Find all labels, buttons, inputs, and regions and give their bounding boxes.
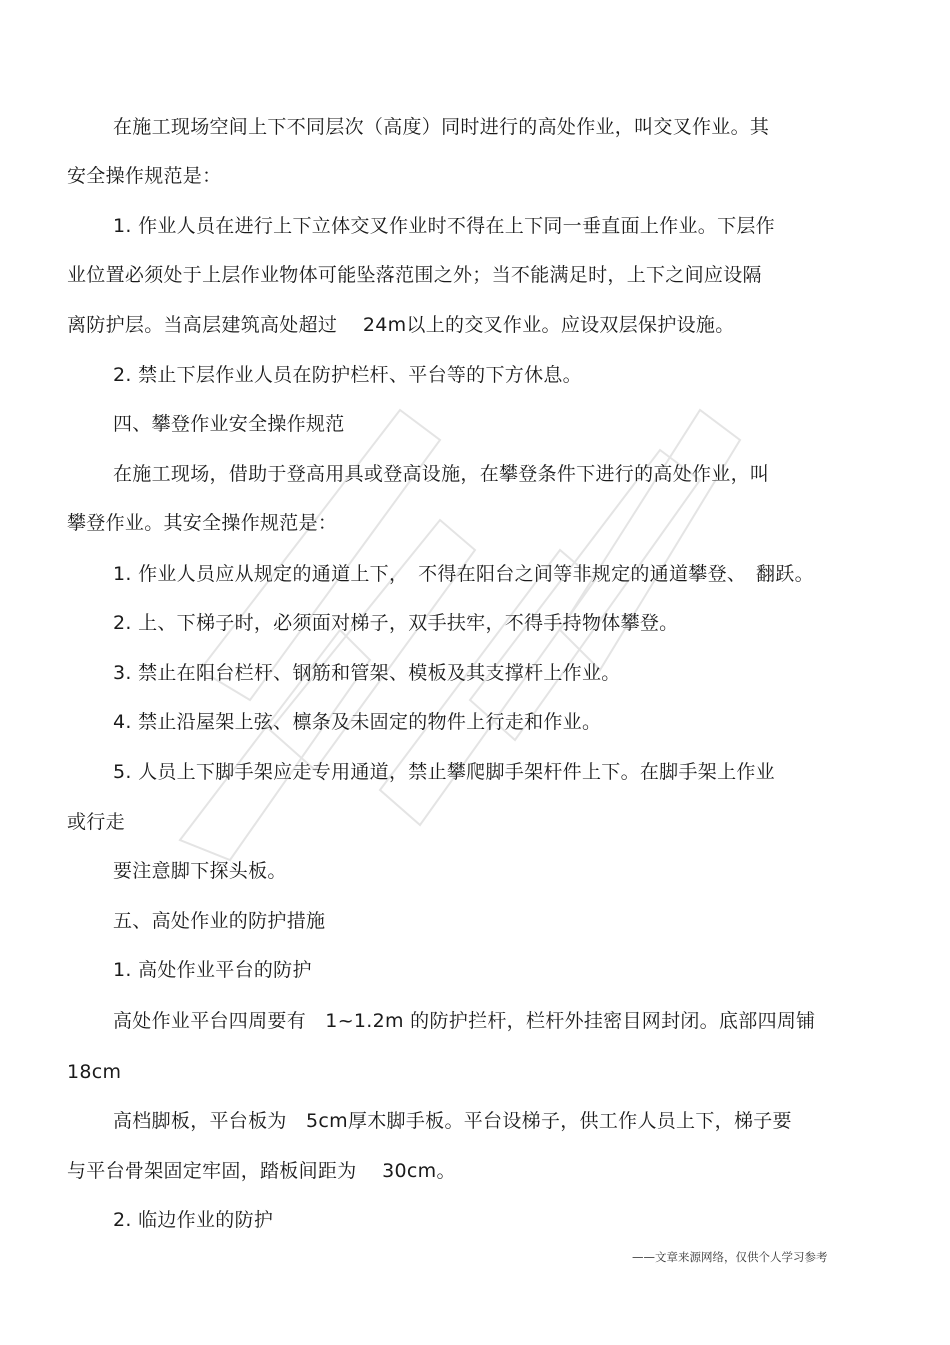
paragraph-line-2: 安全操作规范是：: [67, 165, 222, 187]
paragraph-line-20: 18cm: [67, 1061, 122, 1083]
paragraph-line-14: 5. 人员上下脚手架应走专用通道，禁止攀爬脚手架杆件上下。在脚手架上作业: [113, 761, 775, 783]
paragraph-line-6: 2. 禁止下层作业人员在防护栏杆、平台等的下方休息。: [113, 364, 582, 386]
paragraph-line-16: 要注意脚下探头板。: [113, 860, 287, 882]
paragraph-line-15: 或行走: [67, 811, 125, 833]
paragraph-line-3: 1. 作业人员在进行上下立体交叉作业时不得在上下同一垂直面上作业。下层作: [113, 215, 775, 237]
paragraph-line-11: 2. 上、下梯子时，必须面对梯子，双手扶牢，不得手持物体攀登。: [113, 612, 679, 634]
footer-note: ——文章来源网络，仅供个人学习参考: [632, 1250, 828, 1264]
paragraph-line-4: 业位置必须处于上层作业物体可能坠落范围之外；当不能满足时，上下之间应设隔: [67, 264, 762, 286]
paragraph-line-22: 与平台骨架固定牢固，踏板间距为 30cm。: [67, 1160, 456, 1182]
subsection-heading-2: 2. 临边作业的防护: [113, 1209, 274, 1231]
paragraph-line-19: 高处作业平台四周要有 1~1.2m 的防护拦杆，栏杆外挂密目网封闭。底部四周铺: [113, 1010, 816, 1032]
paragraph-line-10: 1. 作业人员应从规定的通道上下， 不得在阳台之间等非规定的通道攀登、 翻跃。: [113, 563, 814, 585]
paragraph-line-1: 在施工现场空间上下不同层次（高度）同时进行的高处作业，叫交叉作业。其: [113, 116, 770, 138]
subsection-heading-1: 1. 高处作业平台的防护: [113, 959, 312, 981]
paragraph-line-21: 高档脚板，平台板为 5cm厚木脚手板。平台设梯子，供工作人员上下，梯子要: [113, 1110, 792, 1132]
paragraph-line-5: 离防护层。当高层建筑高处超过 24m以上的交叉作业。应设双层保护设施。: [67, 314, 735, 336]
paragraph-line-12: 3. 禁止在阳台栏杆、钢筋和管架、模板及其支撑杆上作业。: [113, 662, 621, 684]
paragraph-line-13: 4. 禁止沿屋架上弦、檩条及未固定的物件上行走和作业。: [113, 711, 602, 733]
section-heading-4: 四、攀登作业安全操作规范: [113, 413, 345, 435]
paragraph-line-8: 在施工现场，借助于登高用具或登高设施，在攀登条件下进行的高处作业，叫: [113, 463, 770, 485]
paragraph-line-9: 攀登作业。其安全操作规范是：: [67, 512, 338, 534]
section-heading-5: 五、高处作业的防护措施: [113, 910, 326, 932]
